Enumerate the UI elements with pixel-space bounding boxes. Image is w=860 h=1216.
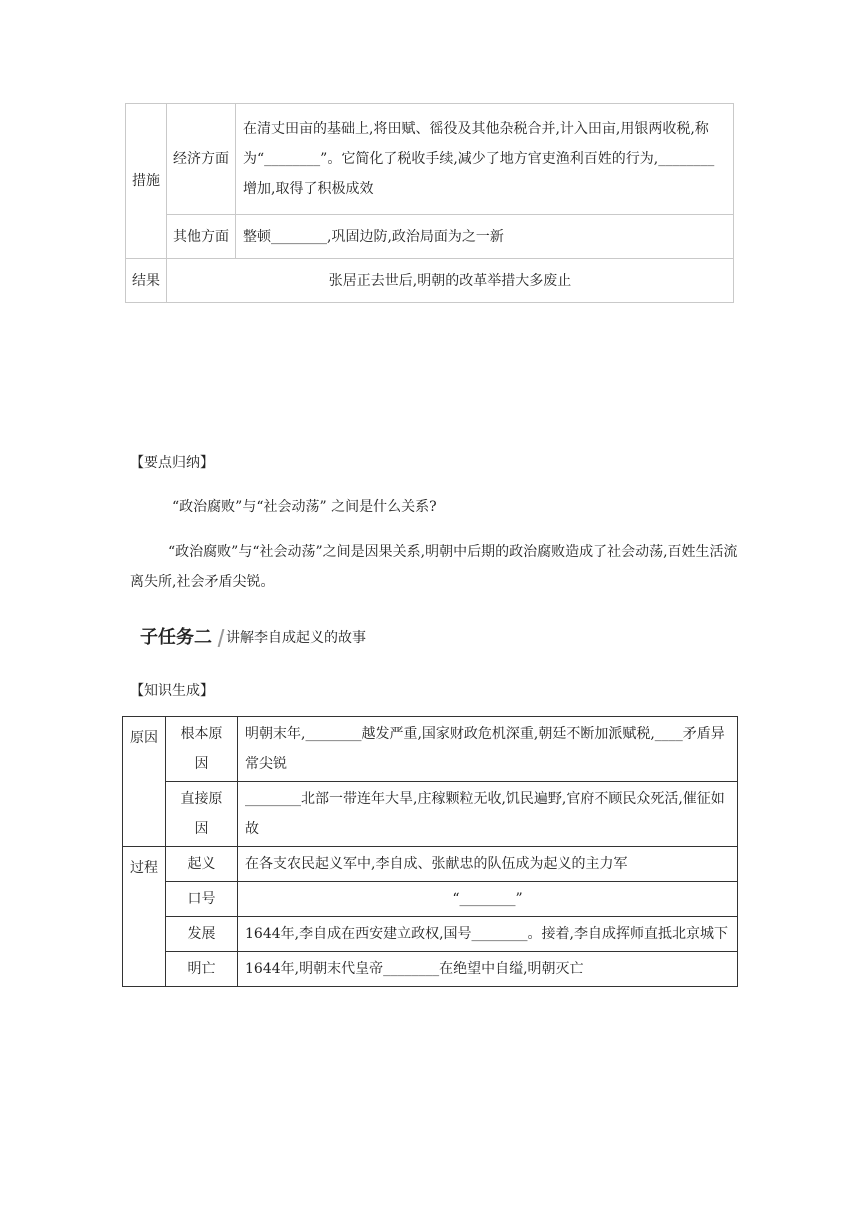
uprising-text: 在各支农民起义军中,李自成、张献忠的队伍成为起义的主力军 (238, 847, 738, 882)
development-text: 1644年,李自成在西安建立政权,国号________。接着,李自成挥师直抵北京城下 (238, 917, 738, 952)
development-label: 发展 (166, 917, 238, 952)
subtask-text: 讲解李自成起义的故事 (226, 630, 366, 646)
slogan-label: 口号 (166, 882, 238, 917)
uprising-table (122, 716, 738, 987)
result-label: 结果 (126, 259, 167, 303)
economic-text: 在清丈田亩的基础上,将田赋、徭役及其他杂税合并,计入田亩,用银两收税,称为“________”。它简化了税收手续,减少了地方官吏渔利百姓的行为,________增加,取得了积极成效 (236, 104, 734, 215)
knowledge-title: 【知识生成】 (130, 683, 214, 699)
root-cause-label: 根本原因 (166, 717, 238, 782)
measures-label: 措施 (126, 104, 167, 259)
direct-cause-text: ________北部一带连年大旱,庄稼颗粒无收,饥民遍野,官府不顾民众死活,催征如故 (238, 782, 738, 847)
key-points-question: “政治腐败”与“社会动荡” 之间是什么关系? (172, 499, 437, 515)
result-text: 张居正去世后,明朝的改革举措大多废止 (167, 259, 734, 303)
subtask-label: 子任务二 (140, 627, 212, 648)
subtask-heading (140, 623, 366, 653)
process-label: 过程 (123, 847, 166, 987)
key-points-title: 【要点归纳】 (130, 455, 214, 471)
reform-table (125, 103, 734, 303)
fall-text: 1644年,明朝末代皇帝________在绝望中自缢,明朝灭亡 (238, 952, 738, 987)
root-cause-text: 明朝末年,________越发严重,国家财政危机深重,朝廷不断加派赋税,____矛盾异常尖锐 (238, 717, 738, 782)
other-label: 其他方面 (167, 215, 236, 259)
cause-label: 原因 (123, 717, 166, 847)
fall-label: 明亡 (166, 952, 238, 987)
direct-cause-label: 直接原因 (166, 782, 238, 847)
uprising-label: 起义 (166, 847, 238, 882)
subtask-divider (212, 629, 225, 647)
economic-label: 经济方面 (167, 104, 236, 215)
key-points-answer: “政治腐败”与“社会动荡”之间是因果关系,明朝中后期的政治腐败造成了社会动荡,百姓生活流离失所,社会矛盾尖锐。 (130, 544, 738, 590)
other-text: 整顿________,巩固边防,政治局面为之一新 (236, 215, 734, 259)
slogan-text: “________” (238, 882, 738, 917)
